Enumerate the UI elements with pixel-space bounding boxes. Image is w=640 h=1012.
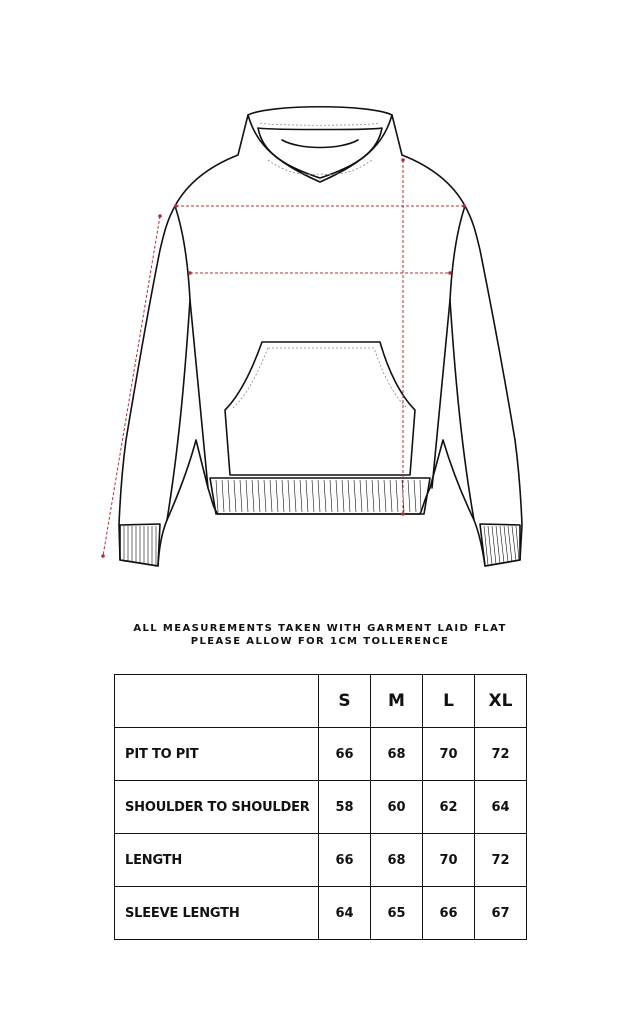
cell-value: 72 — [475, 834, 527, 887]
corner-cell — [115, 675, 319, 728]
cell-value: 70 — [423, 728, 475, 781]
cell-value: 62 — [423, 781, 475, 834]
cell-value: 64 — [475, 781, 527, 834]
row-label: SLEEVE LENGTH — [115, 887, 319, 940]
cell-value: 65 — [371, 887, 423, 940]
cell-value: 60 — [371, 781, 423, 834]
cell-value: 68 — [371, 834, 423, 887]
table-row — [115, 781, 527, 834]
size-header-row — [115, 675, 527, 728]
size-header-m: M — [371, 675, 423, 728]
cell-value: 68 — [371, 728, 423, 781]
cell-value: 66 — [423, 887, 475, 940]
measurement-note: ALL MEASUREMENTS TAKEN WITH GARMENT LAID FLAT — [133, 623, 507, 634]
cell-value: 66 — [319, 834, 371, 887]
cell-value: 72 — [475, 728, 527, 781]
cell-value: 70 — [423, 834, 475, 887]
tolerance-note: PLEASE ALLOW FOR 1CM TOLLERENCE — [190, 636, 450, 647]
kangaroo-pocket — [225, 342, 415, 475]
hoodie-body-outline — [119, 107, 522, 566]
cell-value: 67 — [475, 887, 527, 940]
table-row — [115, 834, 527, 887]
table-row — [115, 887, 527, 940]
table-row — [115, 728, 527, 781]
size-header-l: L — [423, 675, 475, 728]
cell-value: 58 — [319, 781, 371, 834]
size-header-xl: XL — [475, 675, 527, 728]
cell-value: 64 — [319, 887, 371, 940]
size-header-s: S — [319, 675, 371, 728]
sleeve-measure-line — [103, 216, 160, 556]
cell-value: 66 — [319, 728, 371, 781]
row-label: SHOULDER TO SHOULDER — [115, 781, 319, 834]
size-chart-table — [114, 674, 527, 940]
row-label: PIT TO PIT — [115, 728, 319, 781]
row-label: LENGTH — [115, 834, 319, 887]
